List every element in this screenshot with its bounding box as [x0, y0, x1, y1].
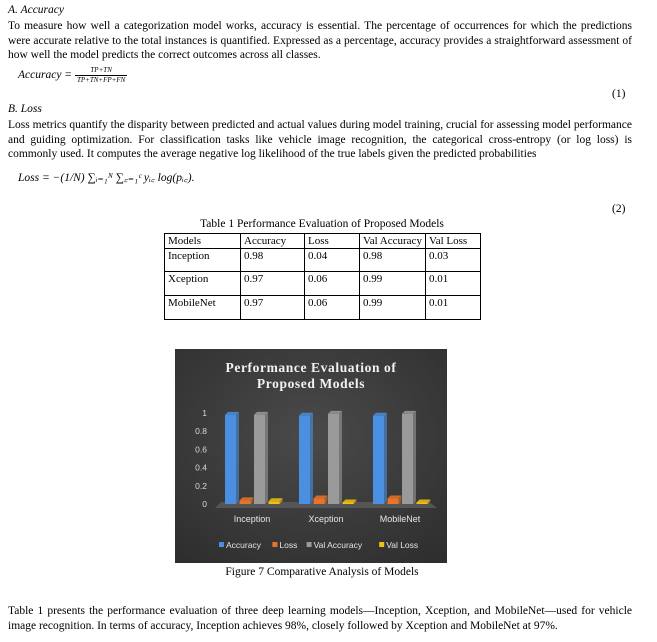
table-cell: Xception [165, 272, 241, 296]
table-cell: 0.01 [426, 296, 481, 320]
table-header-cell: Accuracy [241, 234, 305, 249]
table-cell: 0.99 [360, 296, 426, 320]
y-tick-label: 0 [202, 499, 207, 509]
table-header-cell: Loss [305, 234, 360, 249]
table-cell: 0.06 [305, 272, 360, 296]
table-cell: 0.98 [241, 249, 305, 272]
closing-paragraph: Table 1 presents the performance evaluation of three deep learning models—Inception, Xception, and MobileNet—used for vehicle image recognition. In terms of accuracy, Inception achieves 98%, closely followed by Xception and MobileNet at 97%. [8, 605, 632, 632]
x-tick-label: Inception [233, 514, 271, 524]
bar [343, 503, 354, 505]
accuracy-equation-lhs: Accuracy = [18, 69, 73, 82]
table-cell: MobileNet [165, 296, 241, 320]
table-cell: 0.97 [241, 272, 305, 296]
chart-svg [175, 349, 447, 563]
performance-table [164, 233, 481, 320]
legend-swatch [219, 542, 224, 547]
y-tick-label: 0.6 [195, 444, 207, 455]
bar [373, 416, 384, 504]
equation-number-1: (1) [612, 88, 626, 100]
bar-side [339, 411, 342, 504]
table-cell: 0.06 [305, 296, 360, 320]
bar-side [236, 412, 239, 504]
legend-swatch [272, 542, 277, 547]
bar [225, 415, 236, 504]
section-a-heading: A. Accuracy [8, 4, 64, 16]
bar [299, 416, 310, 504]
table-header-cell: Val Loss [426, 234, 481, 249]
performance-chart [175, 349, 447, 563]
y-tick-label: 0.8 [195, 426, 207, 437]
table-header-cell: Val Accuracy [360, 234, 426, 249]
section-b-paragraph: Loss metrics quantify the disparity between predicted and actual values during model training, crucial for assessing model performance and guiding optimization. For classification tasks like vehicle image recognition, the categorical cross-entropy (or log loss) is commonly used. It computes the average negative log likelihood of the true labels given the predicted probabilities [8, 119, 632, 161]
bar [269, 501, 280, 504]
y-tick-label: 0.4 [195, 462, 207, 473]
bar [417, 503, 428, 505]
bar-side [310, 413, 313, 504]
bar-side [265, 412, 268, 504]
loss-equation: Loss = −(1/N) ∑ᵢ₌₁ᴺ ∑꜀₌₁ᶜ yᵢ꜀ log(pᵢ꜀). [18, 172, 195, 184]
table-cell: 0.97 [241, 296, 305, 320]
y-tick-label: 0.2 [195, 480, 207, 491]
accuracy-fraction [75, 66, 127, 85]
table-cell: 0.03 [426, 249, 481, 272]
bar [402, 414, 413, 504]
legend-swatch [379, 542, 384, 547]
table-cell: 0.98 [360, 249, 426, 272]
bar-side [384, 413, 387, 504]
accuracy-equation [18, 66, 127, 85]
table-header-row [165, 234, 481, 249]
bar [388, 499, 399, 504]
bar [314, 499, 325, 504]
y-tick-label: 1 [202, 408, 207, 418]
chart-title-line-1: Performance Evaluation of [225, 360, 397, 375]
figure-caption: Figure 7 Comparative Analysis of Models [225, 566, 419, 578]
section-a-paragraph: To measure how well a categorization model works, accuracy is essential. The percentage of occurrences for which the predictions were accurate relative to the total instances is quantified. Expressed as a percentage, accuracy provides a straightforward assessment of how well the model predicts the correct outcomes across all classes. [8, 20, 632, 62]
table-cell: 0.01 [426, 272, 481, 296]
table-row [165, 249, 481, 272]
legend-label: Val Accuracy [313, 540, 363, 550]
legend-swatch [307, 542, 312, 547]
table-cell: Inception [165, 249, 241, 272]
bar [328, 414, 339, 504]
table-row [165, 272, 481, 296]
accuracy-denominator: TP+TN+FP+FN [76, 76, 126, 84]
legend-label: Accuracy [226, 540, 261, 550]
accuracy-numerator: TP+TN [75, 66, 127, 76]
x-tick-label: Xception [308, 514, 344, 524]
table-cell: 0.04 [305, 249, 360, 272]
bar [254, 415, 265, 504]
bar-side [413, 411, 416, 504]
table-cell: 0.99 [360, 272, 426, 296]
table-row [165, 296, 481, 320]
table-caption: Table 1 Performance Evaluation of Proposed Models [200, 218, 444, 230]
equation-number-2: (2) [612, 203, 626, 215]
x-tick-label: MobileNet [379, 514, 421, 524]
section-b-heading: B. Loss [8, 103, 42, 115]
table-header-cell: Models [165, 234, 241, 249]
chart-title-line-2: Proposed Models [256, 376, 366, 391]
bar [240, 500, 251, 504]
legend-label: Loss [279, 540, 298, 550]
legend-label: Val Loss [386, 540, 419, 550]
